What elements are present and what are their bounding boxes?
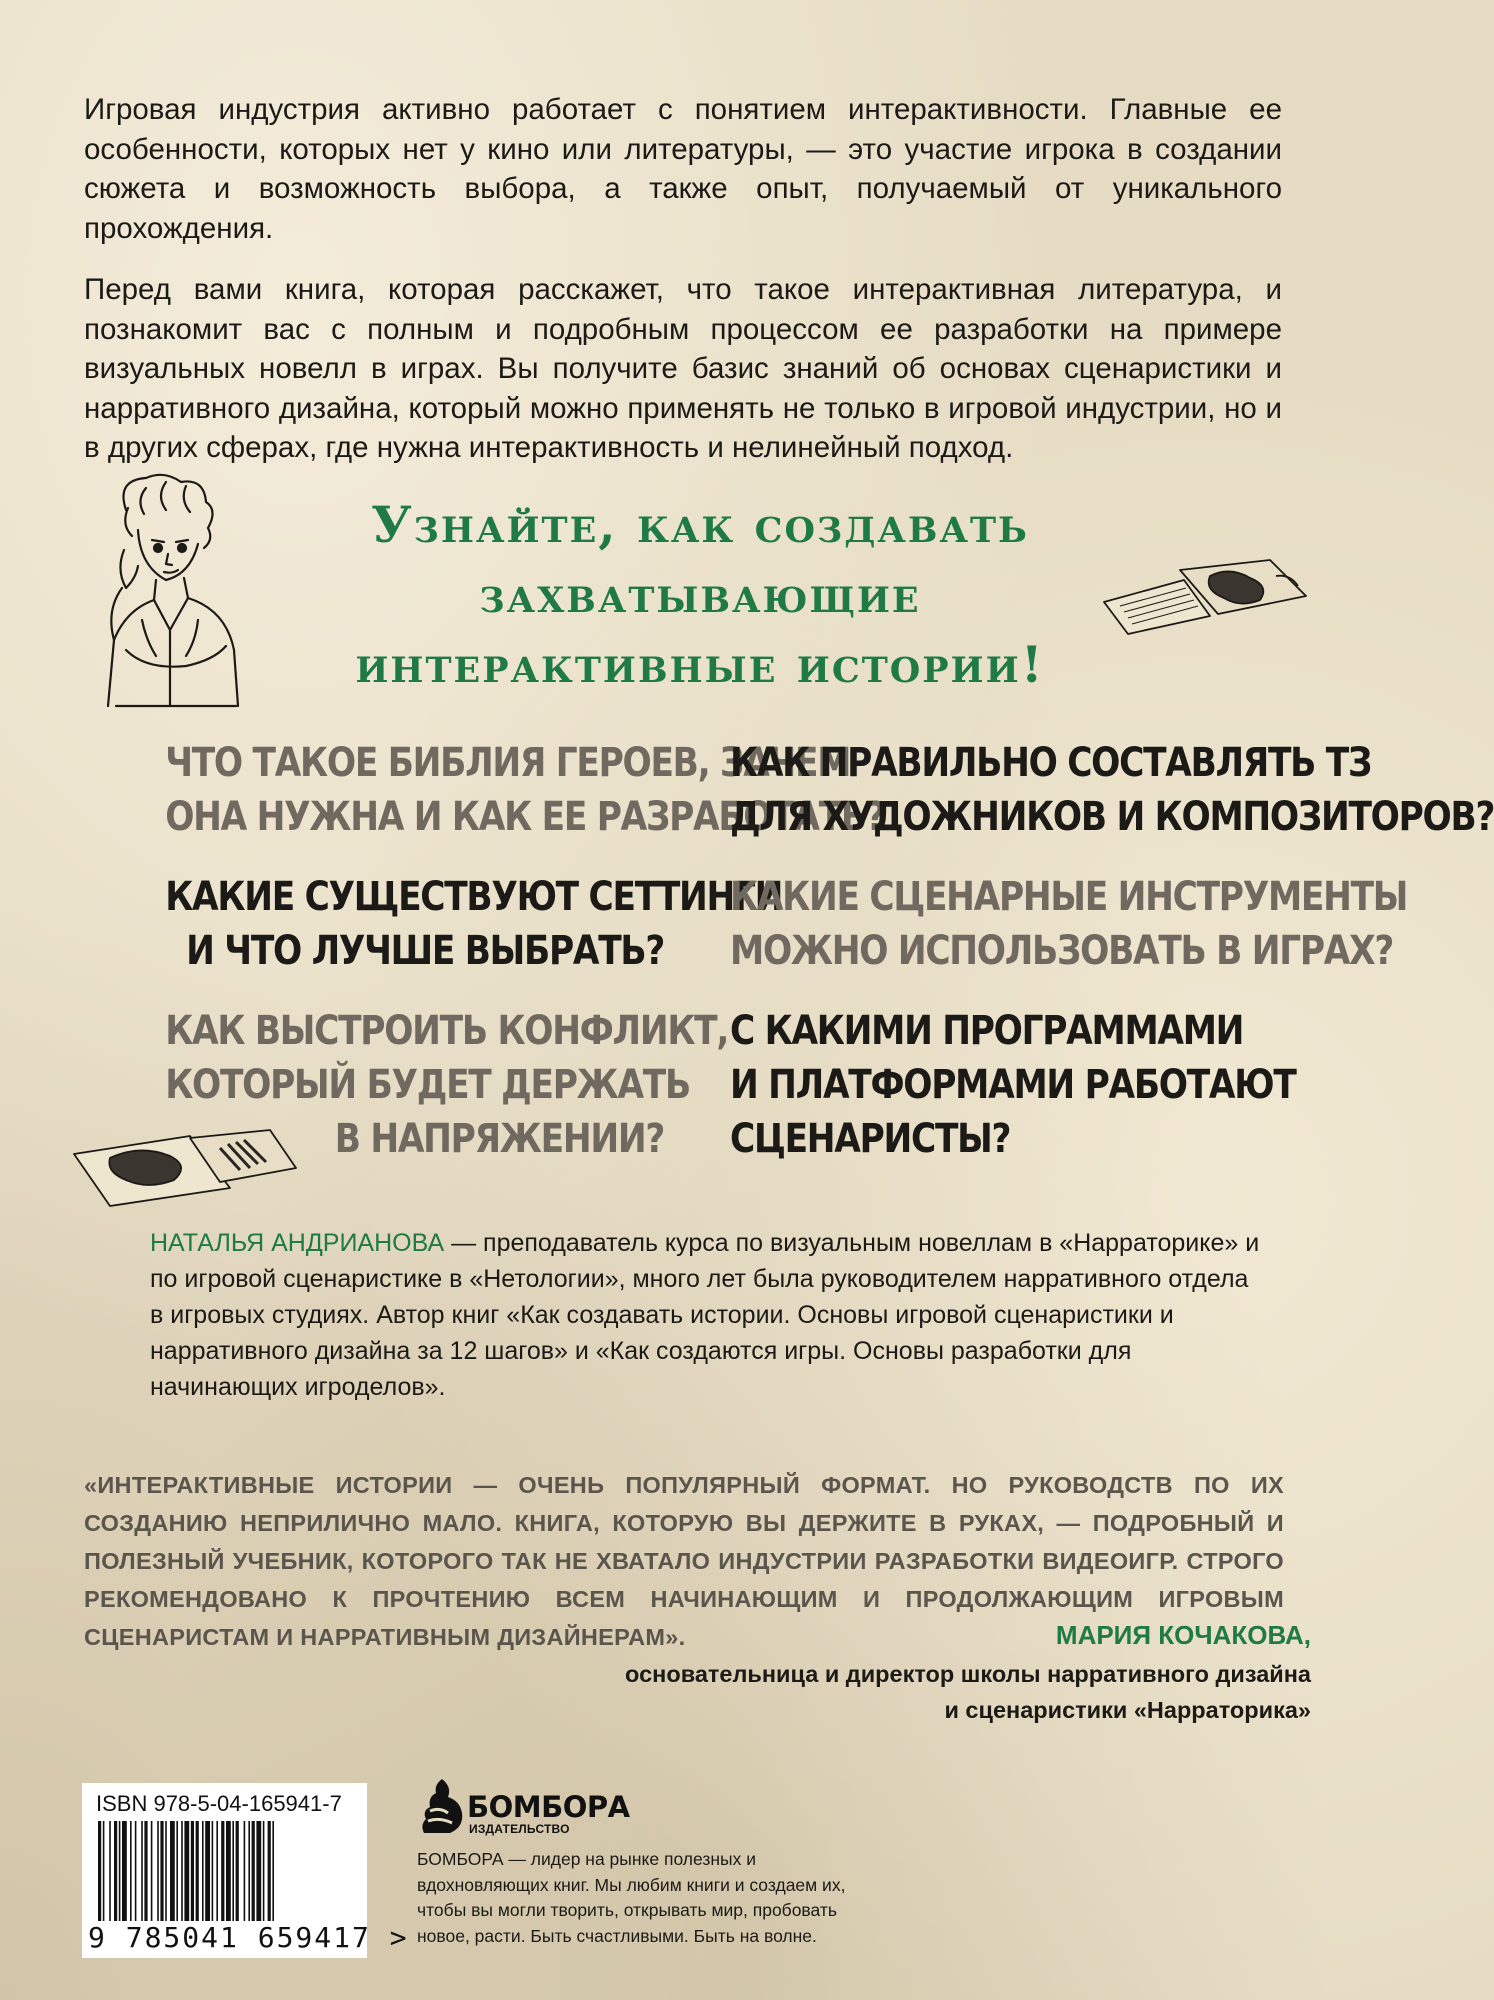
barcode-bar <box>157 1821 159 1921</box>
barcode-bar <box>256 1821 261 1921</box>
question-line: КАКИЕ СЦЕНАРНЫЕ ИНСТРУМЕНТЫ <box>730 874 1408 920</box>
headline <box>200 490 1200 700</box>
barcode-bar <box>244 1821 246 1921</box>
barcode-bar <box>176 1821 178 1921</box>
barcode-bar <box>141 1821 143 1921</box>
barcode-bar <box>221 1821 224 1921</box>
intro-text <box>84 90 1282 490</box>
barcode-bar <box>212 1821 214 1921</box>
quote-author-role-line-1: основательница и директор школы нарративного дизайна <box>625 1661 1311 1687</box>
barcode-bar <box>109 1821 111 1921</box>
headline-line-1: Узнайте, как создавать <box>371 495 1029 554</box>
barcode-bar <box>181 1821 183 1921</box>
isbn-barcode-box <box>82 1783 409 1958</box>
question-line: И ЧТО ЛУЧШЕ ВЫБРАТЬ? <box>186 928 664 974</box>
barcode-bar <box>119 1821 121 1921</box>
barcode-bar <box>232 1821 234 1921</box>
question-line: СЦЕНАРИСТЫ? <box>730 1116 1011 1162</box>
question-line: КАКИЕ СУЩЕСТВУЮТ СЕТТИНГИ <box>165 874 783 920</box>
barcode-bar <box>263 1821 265 1921</box>
quote-author-name: МАРИЯ КОЧАКОВА, <box>1055 1620 1311 1650</box>
barcode-bar <box>216 1821 218 1921</box>
question-script-tools <box>730 870 1408 978</box>
barcode-bar <box>165 1821 167 1921</box>
publisher-subtitle: ИЗДАТЕЛЬСТВО <box>469 1822 570 1836</box>
documents-illustration-icon <box>70 1118 300 1213</box>
question-line: МОЖНО ИСПОЛЬЗОВАТЬ В ИГРАХ? <box>730 928 1394 974</box>
question-line: ОНА НУЖНА И КАК ЕЕ РАЗРАБОТАТЬ? <box>165 794 885 840</box>
question-settings <box>165 870 783 978</box>
barcode-bar <box>191 1821 194 1921</box>
question-line: С КАКИМИ ПРОГРАММАМИ <box>730 1008 1244 1054</box>
barcode-bar <box>202 1821 204 1921</box>
publisher-description: БОМБОРА — лидер на рынке полезных и вдохновляющих книг. Мы любим книги и создаем их, чтобы вы могли творить, открывать мир, пробовать новое, расти. Быть счастливыми. Быть на волне. <box>417 1849 846 1946</box>
barcode-icon <box>96 1821 354 1926</box>
author-description: — преподаватель курса по визуальным новеллам в «Нарраторике» и по игровой сценаристике в «Нетологии», много лет была руководителем нарративного отдела в игровых студиях. Автор книг «Как создавать истории. Основы игровой сценаристики и нарративного дизайна за 12 шагов» и «Как создаются игры. Основы разработки для начинающих игроделов». <box>150 1229 1260 1401</box>
barcode-bar <box>98 1821 101 1921</box>
author-name: НАТАЛЬЯ АНДРИАНОВА <box>150 1229 445 1257</box>
question-line: ДЛЯ ХУДОЖНИКОВ И КОМПОЗИТОРОВ? <box>730 794 1494 840</box>
headline-line-3: интерактивные истории! <box>355 635 1045 694</box>
author-bio <box>150 1225 1260 1405</box>
barcode-bar <box>184 1821 189 1921</box>
question-line: ЧТО ТАКОЕ БИБЛИЯ ГЕРОЕВ, ЗАЧЕМ <box>165 740 851 786</box>
question-line: КАК ПРАВИЛЬНО СОСТАВЛЯТЬ ТЗ <box>730 740 1372 786</box>
barcode-bar <box>252 1821 255 1921</box>
barcode-bar <box>205 1821 210 1921</box>
question-line: КАК ВЫСТРОИТЬ КОНФЛИКТ, <box>165 1008 729 1054</box>
barcode-bar <box>103 1821 105 1921</box>
question-line: В НАПРЯЖЕНИИ? <box>334 1116 664 1162</box>
review-quote: «ИНТЕРАКТИВНЫЕ ИСТОРИИ — ОЧЕНЬ ПОПУЛЯРНЫЙ ФОРМАТ. НО РУКОВОДСТВ ПО ИХ СОЗДАНИЮ НЕПРИЛИЧНО МАЛО. КНИГА, КОТОРУЮ ВЫ ДЕРЖИТЕ В РУКАХ, — ПОДРОБНЫЙ И ПОЛЕЗНЫЙ УЧЕБНИК, КОТОРОГО ТАК НЕ ХВАТАЛО ИНДУСТРИИ РАЗРАБОТКИ ВИДЕОИГР. СТРОГО РЕКОМЕНДОВАНО К ПРОЧТЕНИЮ ВСЕМ НАЧИНАЮЩИМ И ПРОДОЛЖАЮЩИМ ИГРОВЫМ СЦЕНАРИСТАМ И НАРРАТИВНЫМ ДИЗАЙНЕРАМ». <box>84 1472 1284 1650</box>
bombora-wave-logo-icon <box>418 1777 466 1840</box>
barcode-bar <box>236 1821 239 1921</box>
isbn-label: ISBN 978-5-04-165941-7 <box>96 1791 342 1816</box>
question-tech-spec <box>730 736 1494 844</box>
barcode-bar <box>151 1821 153 1921</box>
barcode-bar <box>170 1821 175 1921</box>
question-line: И ПЛАТФОРМАМИ РАБОТАЮТ <box>730 1062 1296 1108</box>
barcode-bar <box>268 1821 271 1921</box>
question-character-bible <box>165 736 885 844</box>
barcode-bar <box>226 1821 231 1921</box>
headline-line-2: захватывающие <box>479 565 921 624</box>
intro-paragraph-2: Перед вами книга, которая расскажет, что такое интерактивная литература, и познакомит вас с полным и подробным процессом ее разработки на примере визуальных новелл в играх. Вы получите базис знаний об основах сценаристики и нарративного дизайна, который можно применять не только в игровой индустрии, но и в других сферах, где нужна интерактивность и нелинейный подход. <box>84 273 1282 464</box>
barcode-bar <box>122 1821 127 1921</box>
question-programs <box>730 1004 1296 1166</box>
barcode-bar <box>144 1821 147 1921</box>
barcode-bar <box>135 1821 137 1921</box>
barcode-number: 9 785041 659417 > <box>88 1921 409 1954</box>
barcode-bar <box>130 1821 132 1921</box>
quote-author-role-line-2: и сценаристики «Нарраторика» <box>944 1697 1311 1723</box>
barcode-bar <box>196 1821 199 1921</box>
quote-author-role <box>625 1656 1311 1728</box>
barcode-bar <box>272 1821 274 1921</box>
intro-paragraph-1: Игровая индустрия активно работает с понятием интерактивности. Главные ее особенности, которых нет у кино или литературы, — это участие игрока в создании сюжета и возможность выбора, а также опыт, получаемый от уникального прохождения. <box>84 93 1282 245</box>
papers-illustration-icon <box>1100 556 1310 641</box>
publisher-name: БОМБОРА <box>467 1790 630 1824</box>
barcode-bar <box>160 1821 163 1921</box>
question-line: КОТОРЫЙ БУДЕТ ДЕРЖАТЬ <box>165 1062 690 1108</box>
barcode-bar <box>248 1821 250 1921</box>
barcode-bar <box>114 1821 117 1921</box>
